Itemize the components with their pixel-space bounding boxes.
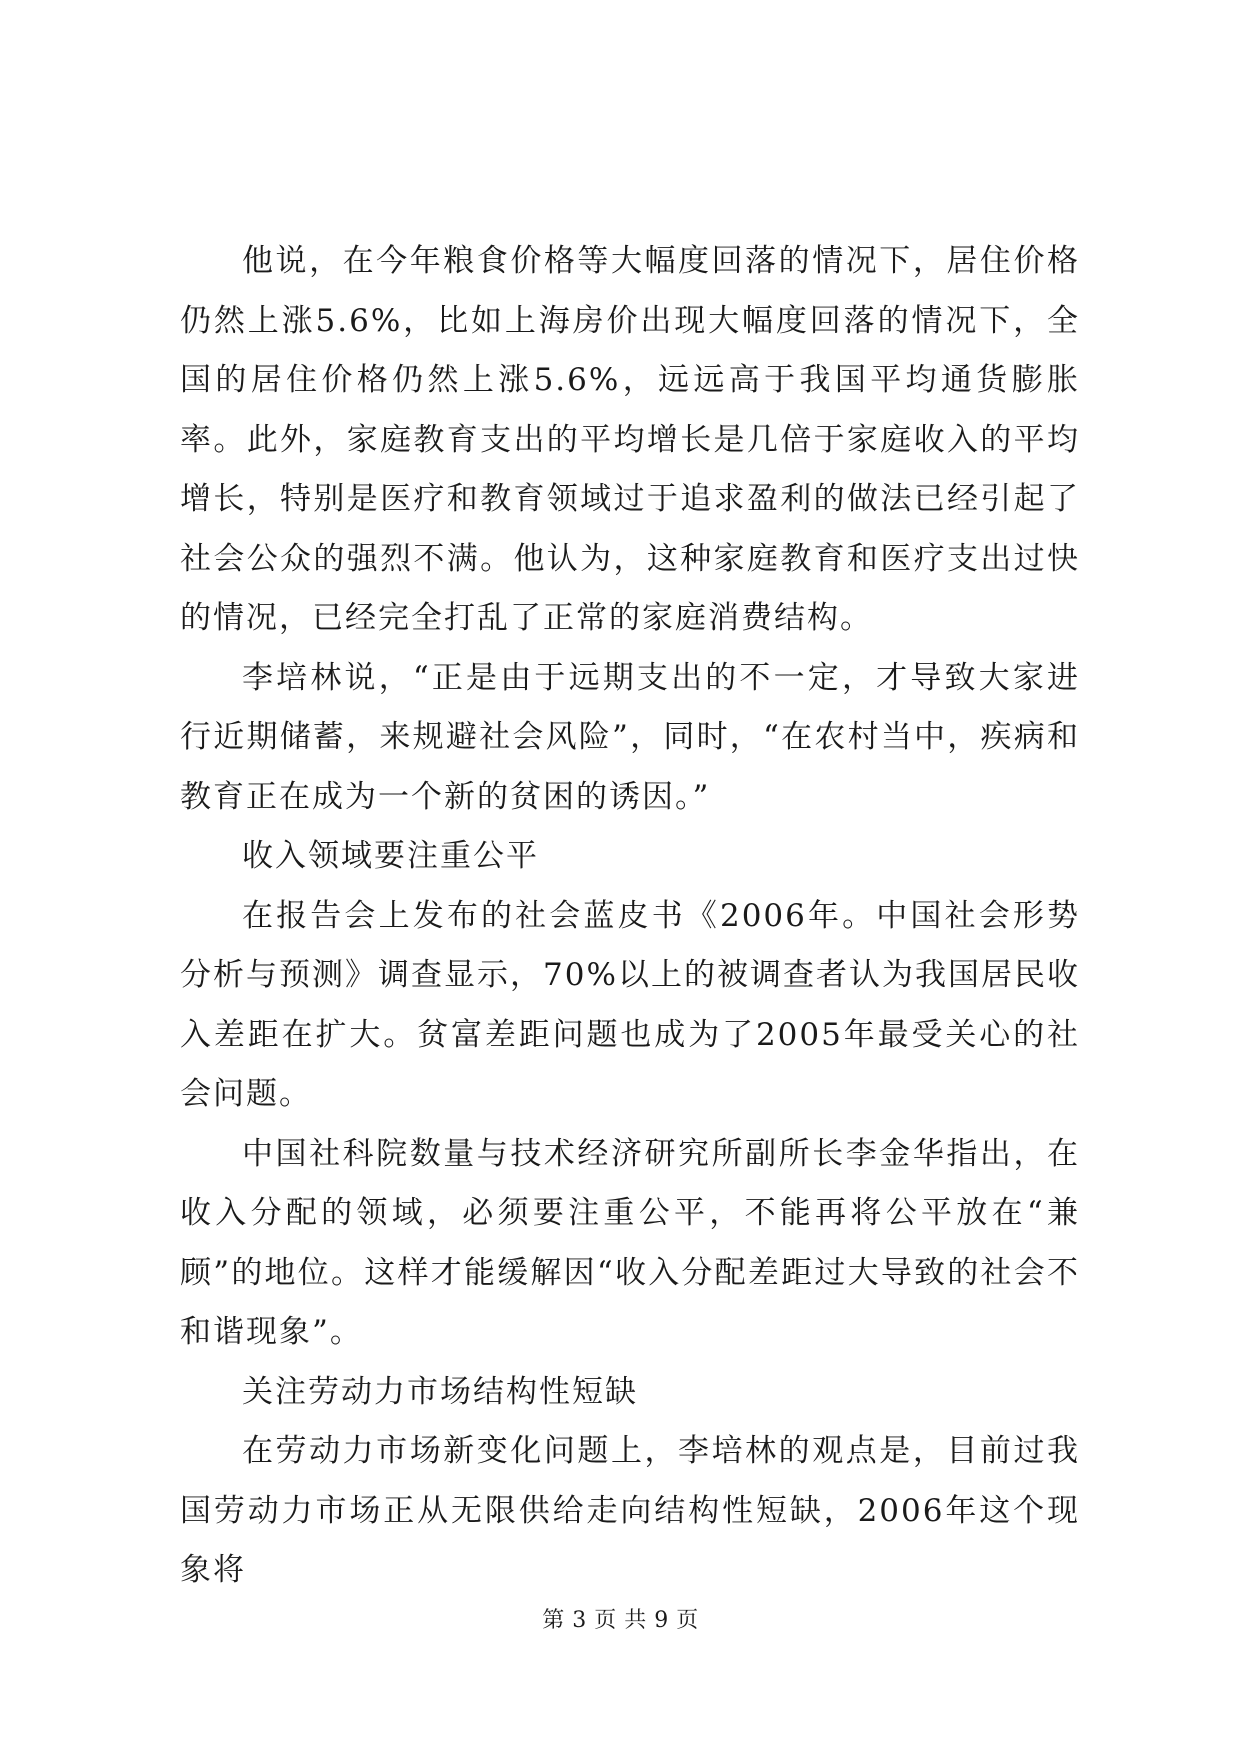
- document-body: [180, 232, 1080, 1601]
- paragraph-blue-book-survey: 在报告会上发布的社会蓝皮书《2006年。中国社会形势分析与预测》调查显示，70%以上的被调查者认为我国居民收入差距在扩大。贫富差距问题也成为了2005年最受关心的社会问题。: [180, 897, 1080, 1112]
- paragraph-li-jinhua-remarks: 中国社科院数量与技术经济研究所副所长李金华指出，在收入分配的领域，必须要注重公平，不能再将公平放在“兼顾”的地位。这样才能缓解因“收入分配差距过大导致的社会不和谐现象”。: [180, 1135, 1080, 1350]
- section-heading-labor-shortage: 关注劳动力市场结构性短缺: [242, 1373, 638, 1410]
- paragraph-price-increase: 他说，在今年粮食价格等大幅度回落的情况下，居住价格仍然上涨5.6%，比如上海房价出现大幅度回落的情况下，全国的居住价格仍然上涨5.6%，远远高于我国平均通货膨胀率。此外，家庭教育支出的平均增长是几倍于家庭收入的平均增长，特别是医疗和教育领域过于追求盈利的做法已经引起了社会公众的强烈不满。他认为，这种家庭教育和医疗支出过快的情况，已经完全打乱了正常的家庭消费结构。: [180, 243, 1080, 636]
- paragraph-labor-market: 在劳动力市场新变化问题上，李培林的观点是，目前过我国劳动力市场正从无限供给走向结构性短缺，2006年这个现象将: [180, 1433, 1080, 1588]
- section-heading-income-fairness: 收入领域要注重公平: [242, 838, 539, 874]
- paragraph-li-peilin-quote: 李培林说，“正是由于远期支出的不一定，才导致大家进行近期储蓄，来规避社会风险”，同时，“在农村当中，疾病和教育正在成为一个新的贫困的诱因。”: [180, 659, 1080, 815]
- page-number-footer: 第 3 页 共 9 页: [542, 1608, 699, 1633]
